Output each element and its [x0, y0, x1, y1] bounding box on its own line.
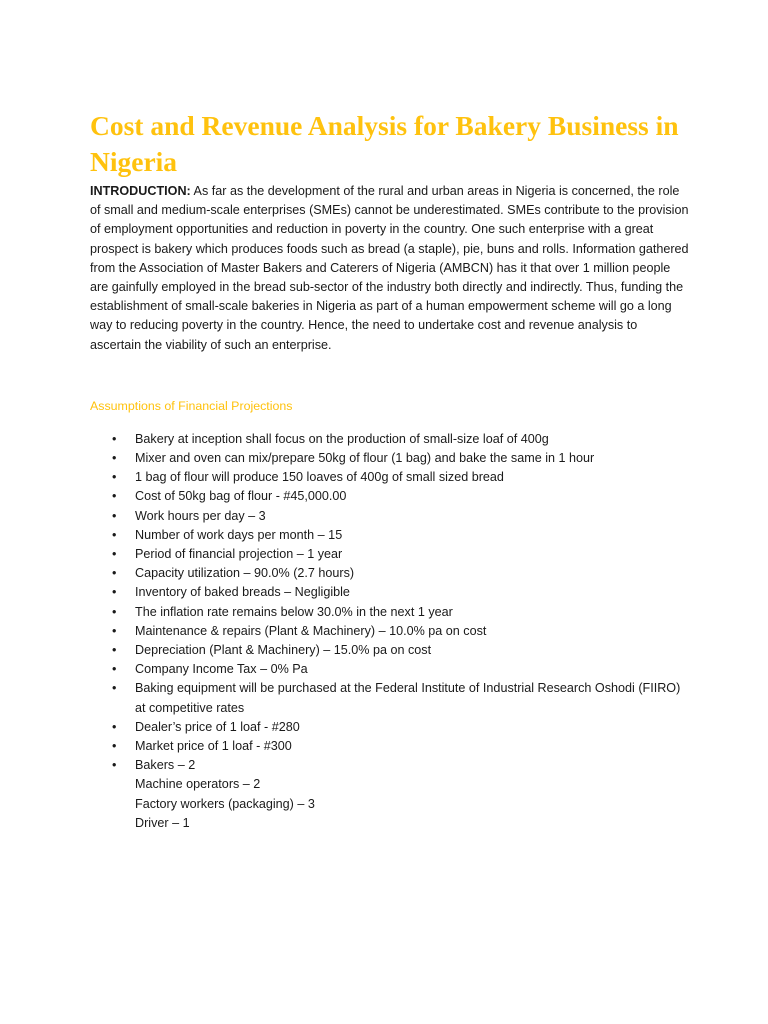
list-item-text: 1 bag of flour will produce 150 loaves of 400g of small sized bread — [135, 470, 504, 485]
bullet-icon: • — [112, 643, 117, 658]
list-item-text: Depreciation (Plant & Machinery) – 15.0% pa on cost — [135, 643, 432, 658]
list-item — [90, 507, 690, 526]
bullet-icon: • — [112, 508, 117, 523]
staff-bakers: Bakers – 2 — [135, 758, 196, 773]
list-item-staff — [90, 756, 690, 833]
bullet-icon: • — [112, 470, 117, 485]
list-item — [90, 449, 690, 468]
list-item-text: The inflation rate remains below 30.0% in the next 1 year — [135, 604, 453, 619]
intro-label: INTRODUCTION: — [90, 184, 191, 198]
list-item-text: Cost of 50kg bag of flour - #45,000.00 — [135, 489, 347, 504]
list-item — [90, 430, 690, 449]
bullet-icon: • — [112, 719, 117, 734]
bullet-icon: • — [112, 739, 117, 754]
list-item — [90, 737, 690, 756]
list-item-text: Dealer’s price of 1 loaf - #280 — [135, 719, 300, 734]
intro-paragraph — [90, 182, 690, 355]
bullet-icon: • — [112, 431, 117, 446]
list-item — [90, 641, 690, 660]
bullet-icon: • — [112, 451, 117, 466]
list-item — [90, 622, 690, 641]
list-item-text: Inventory of baked breads – Negligible — [135, 585, 350, 600]
bullet-icon: • — [112, 604, 117, 619]
document-page — [90, 108, 690, 833]
list-item-text: Capacity utilization – 90.0% (2.7 hours) — [135, 566, 355, 581]
list-item — [90, 718, 690, 737]
bullet-icon: • — [112, 662, 117, 677]
list-item — [90, 679, 690, 717]
list-item-text: Number of work days per month – 15 — [135, 527, 343, 542]
list-item-text: Work hours per day – 3 — [135, 508, 266, 523]
list-item — [90, 564, 690, 583]
list-item — [90, 487, 690, 506]
list-item — [90, 603, 690, 622]
assumptions-list — [90, 430, 690, 833]
list-item-text: Company Income Tax – 0% Pa — [135, 662, 308, 677]
bullet-icon: • — [112, 547, 117, 562]
bullet-icon: • — [112, 527, 117, 542]
list-item-text: Baking equipment will be purchased at the Federal Institute of Industrial Research Oshodi (FIIRO) at competitive rates — [135, 681, 681, 715]
list-item-text: Period of financial projection – 1 year — [135, 547, 343, 562]
staff-factory-workers: Factory workers (packaging) – 3 — [135, 796, 315, 811]
bullet-icon: • — [112, 585, 117, 600]
bullet-icon: • — [112, 681, 117, 696]
list-item — [90, 660, 690, 679]
list-item-text: Maintenance & repairs (Plant & Machinery) – 10.0% pa on cost — [135, 623, 487, 638]
list-item-text: Bakery at inception shall focus on the production of small-size loaf of 400g — [135, 431, 549, 446]
list-item — [90, 526, 690, 545]
list-item — [90, 468, 690, 487]
list-item — [90, 583, 690, 602]
bullet-icon: • — [112, 566, 117, 581]
document-title: Cost and Revenue Analysis for Bakery Business in Nigeria — [90, 110, 679, 177]
list-item-text: Mixer and oven can mix/prepare 50kg of flour (1 bag) and bake the same in 1 hour — [135, 451, 595, 466]
bullet-icon: • — [112, 623, 117, 638]
list-item-text: Market price of 1 loaf - #300 — [135, 739, 292, 754]
list-item — [90, 545, 690, 564]
staff-machine-operators: Machine operators – 2 — [135, 777, 261, 792]
bullet-icon: • — [112, 489, 117, 504]
intro-text: As far as the development of the rural and urban areas in Nigeria is concerned, the role of small and medium-scale enterprises (SMEs) cannot be underestimated. SMEs contribute to the provision of employment opportunities and reduction in poverty in the country. One such enterprise with a great prospect is bakery which produces foods such as bread (a staple), pie, buns and rolls. Information gathered from the Association of Master Bakers and Caterers of Nigeria (AMBCN) has it that over 1 million people are gainfully employed in the bread sub-sector of the industry both directly and indirectly. Thus, funding the establishment of small-scale bakeries in Nigeria as part of a human empowerment scheme will go a long way to reducing poverty in the country. Hence, the need to undertake cost and revenue analysis to ascertain the viability of such an enterprise. — [90, 184, 689, 352]
staff-driver: Driver – 1 — [135, 815, 190, 830]
bullet-icon: • — [112, 758, 117, 773]
section-heading-assumptions: Assumptions of Financial Projections — [90, 398, 293, 413]
